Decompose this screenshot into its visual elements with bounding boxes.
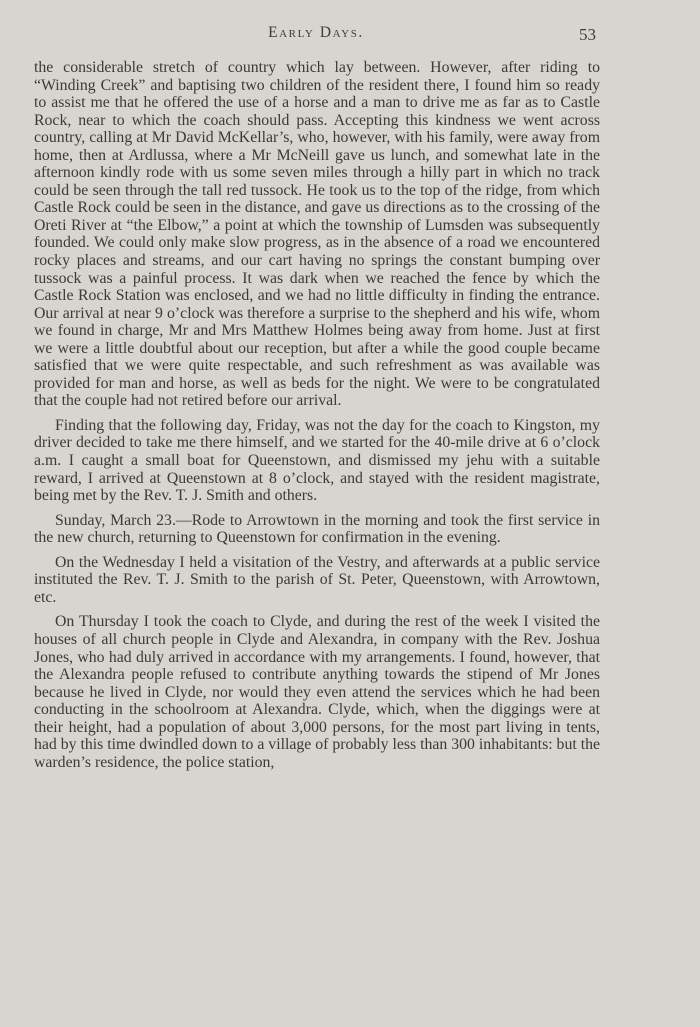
- body-text: [34, 59, 600, 778]
- paragraph-wednesday: On the Wednesday I held a visitation of the Vestry, and afterwards at a public service instituted the Rev. T. J. Smith to the parish of St. Peter, Queenstown, with Arrowtown, etc.: [34, 553, 600, 606]
- page-number: 53: [579, 25, 596, 44]
- running-head: Early Days.: [268, 24, 364, 41]
- paragraph-thursday: On Thursday I took the coach to Clyde, and during the rest of the week I visited the houses of all church people in Clyde and Alexandra, in company with the Rev. Joshua Jones, who had duly arrived in accordance with my arrangements. I found, however, that the Alexandra people refused to contribute anything towards the stipend of Mr Jones because he lived in Clyde, nor would they even attend the services which he had been conducting in the schoolroom at Alexandra. Clyde, which, when the diggings were at their height, had a population of about 3,000 persons, for the most part living in tents, had by this time dwindled down to a village of probably less than 300 inhabitants: but the warden’s residence, the police station,: [34, 613, 600, 771]
- page-header: [34, 24, 598, 46]
- paragraph-kingston: Finding that the following day, Friday, was not the day for the coach to Kingston, my driver decided to take me there himself, and we started for the 40-mile drive at 6 o’clock a.m. I caught a small boat for Queenstown, and dismissed my jehu with a suitable reward, I arrived at Queenstown at 8 o’clock, and stayed with the resident magistrate, being met by the Rev. T. J. Smith and others.: [34, 416, 600, 505]
- paragraph-sunday: Sunday, March 23.—Rode to Arrowtown in the morning and took the first service in the new church, returning to Queenstown for confirmation in the evening.: [34, 511, 600, 547]
- paragraph-continued: the considerable stretch of country which lay between. However, after riding to “Winding Creek” and baptising two children of the resident there, I found him so ready to assist me that he offered the use of a horse and a man to drive me as far as to Castle Rock, near to which the coach should pass. Accepting this kindness we went across country, calling at Mr David McKellar’s, who, however, with his family, were away from home, then at Ardlussa, where a Mr McNeill gave us lunch, and somewhat late in the afternoon kindly rode with us some seven miles through a hilly part in which no track could be seen through the tall red tussock. He took us to the top of the ridge, from which Castle Rock could be seen in the distance, and gave us directions as to the crossing of the Oreti River at “the Elbow,” a point at which the township of Lumsden was subsequently founded. We could only make slow progress, as in the absence of a road we encountered rocky places and streams, and our cart having no springs the constant bumping over tussock was a painful process. It was dark when we reached the fence by which the Castle Rock Station was enclosed, and we had no little difficulty in finding the entrance. Our arrival at near 9 o’clock was therefore a surprise to the shepherd and his wife, whom we found in charge, Mr and Mrs Matthew Holmes being away from home. Just at first we were a little doubtful about our reception, but after a while the good couple became satisfied that we were quite respectable, and such refreshment as was available was provided for man and horse, as well as beds for the night. We were to be congratulated that the couple had not retired before our arrival.: [34, 59, 600, 410]
